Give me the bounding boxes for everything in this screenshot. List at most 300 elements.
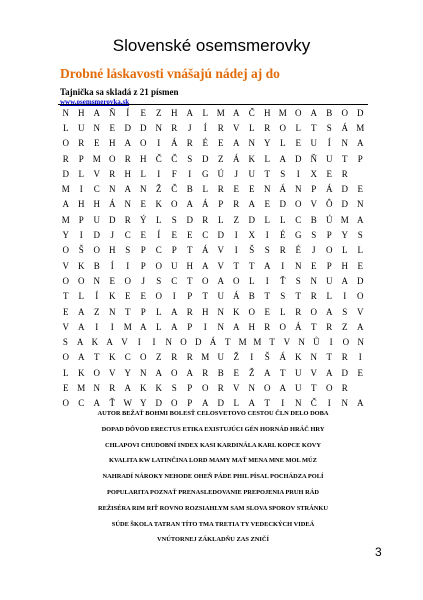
grid-cell: X (310, 168, 317, 179)
grid-cell: Z (218, 153, 224, 164)
grid-cell: B (186, 184, 193, 195)
grid-cell: A (124, 138, 131, 149)
grid-cell: R (217, 122, 224, 133)
secret-hint: Tajnička sa skladá z 21 písmen (60, 87, 179, 97)
grid-cell: R (109, 382, 116, 393)
grid-cell: Š (249, 245, 255, 256)
grid-cell: H (109, 245, 116, 256)
grid-cell: L (156, 321, 162, 332)
grid-row (58, 227, 368, 242)
grid-cell: I (79, 230, 83, 241)
grid-cell: K (295, 352, 302, 363)
grid-cell: M (216, 107, 225, 118)
grid-cell: S (125, 245, 131, 256)
grid-cell: N (248, 138, 255, 149)
grid-cell: O (180, 337, 187, 348)
grid-cell: A (78, 321, 85, 332)
grid-cell: C (124, 352, 131, 363)
grid-cell: Y (140, 398, 147, 409)
grid-cell: T (326, 352, 332, 363)
page-number: 3 (375, 545, 382, 559)
grid-cell: T (311, 321, 317, 332)
grid-cell: H (186, 260, 193, 271)
grid-cell: Á (279, 352, 286, 363)
grid-cell: I (234, 245, 238, 256)
grid-cell: C (202, 230, 209, 241)
grid-cell: M (123, 321, 132, 332)
grid-cell: Y (264, 138, 271, 149)
grid-cell: A (233, 107, 240, 118)
grid-row (58, 380, 368, 395)
grid-cell: O (140, 352, 147, 363)
grid-cell: O (62, 245, 69, 256)
grid-cell: V (93, 168, 100, 179)
grid-cell: T (233, 260, 239, 271)
word-list-line: SÚDE ŠKOLA TATRAN TÍTO TMA TRETIA TY VEDECKÝCH VIDEÁ (111, 520, 315, 528)
puzzle-subtitle: Drobné láskavosti vnášajú nádej aj do (60, 66, 280, 81)
word-list-line: KVALITA KW LATINČINA LORD MAMY MAŤ MENA MNE MOL MÚZ (109, 457, 317, 465)
grid-cell: A (310, 107, 317, 118)
grid-cell: N (248, 382, 255, 393)
grid-cell: N (62, 107, 69, 118)
grid-cell: Á (209, 337, 217, 348)
grid-cell: O (78, 275, 85, 286)
grid-cell: N (109, 306, 116, 317)
grid-cell: K (233, 306, 240, 317)
grid-cell: N (310, 275, 317, 286)
grid-cell: D (341, 199, 348, 210)
grid-cell: Ô (326, 199, 333, 210)
grid-cell: L (264, 214, 270, 225)
grid-cell: E (109, 122, 115, 133)
grid-cell: V (310, 367, 317, 378)
grid-cell: K (140, 382, 147, 393)
grid-cell: D (109, 214, 116, 225)
grid-cell: A (248, 398, 255, 409)
grid-cell: D (357, 107, 364, 118)
grid-cell: E (187, 230, 193, 241)
grid-cell: Z (156, 107, 162, 118)
grid-cell: E (140, 199, 146, 210)
grid-cell: L (280, 214, 286, 225)
grid-cell: Ž (249, 367, 255, 378)
grid-cell: J (311, 245, 316, 256)
grid-cell: D (248, 214, 255, 225)
grid-cell: M (61, 214, 70, 225)
grid-cell: N (357, 199, 364, 210)
grid-cell: R (341, 352, 348, 363)
grid-cell: D (217, 230, 224, 241)
grid-cell: U (295, 367, 302, 378)
grid-cell: N (155, 122, 162, 133)
grid-cell: H (78, 107, 85, 118)
grid-cell: I (203, 321, 207, 332)
grid-cell: S (357, 230, 363, 241)
grid-cell: T (311, 122, 317, 133)
grid-cell: T (264, 168, 270, 179)
grid-cell: A (124, 184, 131, 195)
grid-cell: M (356, 122, 365, 133)
grid-cell: D (279, 199, 286, 210)
grid-row (58, 273, 368, 288)
grid-cell: L (63, 122, 69, 133)
grid-cell: O (62, 275, 69, 286)
grid-cell: O (171, 367, 178, 378)
grid-cell: Z (342, 321, 348, 332)
grid-cell: B (326, 107, 333, 118)
grid-cell: E (218, 138, 224, 149)
grid-cell: R (202, 214, 209, 225)
grid-cell: V (283, 337, 291, 348)
grid-cell: L (156, 306, 162, 317)
grid-cell: C (124, 230, 131, 241)
grid-cell: T (280, 367, 286, 378)
grid-cell: L (249, 122, 255, 133)
grid-cell: N (357, 337, 364, 348)
grid-cell: N (341, 398, 348, 409)
grid-cell: O (62, 398, 69, 409)
grid-cell: S (62, 337, 68, 348)
grid-cell: R (124, 214, 131, 225)
grid-cell: R (279, 245, 286, 256)
grid-cell: S (280, 168, 286, 179)
grid-cell: D (202, 153, 209, 164)
grid-cell: Í (95, 291, 99, 302)
grid-cell: T (187, 275, 193, 286)
grid-row (58, 319, 368, 334)
grid-cell: O (357, 291, 364, 302)
grid-cell: Á (109, 199, 116, 210)
grid-cell: L (280, 138, 286, 149)
grid-cell: I (327, 398, 331, 409)
grid-row (58, 120, 368, 135)
grid-row (58, 350, 368, 365)
grid-cell: J (110, 230, 114, 241)
grid-cell: P (326, 260, 332, 271)
grid-cell: L (202, 107, 208, 118)
grid-cell: O (264, 382, 271, 393)
grid-cell: J (141, 275, 145, 286)
grid-cell: O (279, 321, 286, 332)
grid-row (58, 105, 368, 120)
grid-cell: E (125, 291, 131, 302)
grid-cell: V (109, 367, 116, 378)
grid-cell: A (264, 260, 271, 271)
grid-cell: R (341, 168, 348, 179)
grid-cell: N (217, 306, 224, 317)
grid-cell: N (93, 275, 100, 286)
grid-cell: R (109, 168, 116, 179)
grid-cell: I (188, 168, 192, 179)
grid-cell: L (218, 214, 224, 225)
grid-cell: E (264, 306, 270, 317)
grid-cell: Ž (156, 184, 162, 195)
grid-cell: T (311, 382, 317, 393)
grid-cell: I (152, 337, 156, 348)
grid-cell: I (234, 230, 238, 241)
grid-cell: N (298, 337, 305, 348)
grid-cell: O (295, 199, 302, 210)
word-list-line: REŽISÉRA RIM RIŤ ROVNO ROZSIAHLYM SAM SLOVA SPOROV STRÁNKU (98, 504, 328, 512)
grid-cell: V (357, 306, 364, 317)
grid-cell: Ž (233, 352, 239, 363)
page-title: Slovenské osemsmerovky (112, 36, 311, 55)
grid-cell: A (93, 107, 100, 118)
word-list-line: NAHRADÍ NÁROKY NEHODE OHEŇ PÁDE PHIL PÍSAL POCHÁDZA POLÍ (102, 473, 324, 481)
grid-cell: T (225, 337, 231, 348)
grid-cell: O (342, 337, 350, 348)
grid-cell: Č (248, 107, 255, 118)
grid-cell: D (93, 230, 100, 241)
grid-cell: D (357, 275, 364, 286)
grid-cell: É (280, 230, 286, 241)
grid-cell: U (310, 138, 317, 149)
grid-cell: C (93, 184, 100, 195)
grid-cell: L (233, 398, 239, 409)
grid-cell: A (357, 214, 364, 225)
grid-cell: U (326, 275, 333, 286)
grid-cell: N (295, 184, 302, 195)
grid-cell: Í (327, 138, 331, 149)
grid-cell: Y (124, 367, 131, 378)
grid-cell: H (140, 153, 147, 164)
grid-cell: R (264, 321, 271, 332)
grid-cell: C (295, 214, 302, 225)
grid-cell: P (218, 199, 224, 210)
grid-cell: D (195, 337, 202, 348)
grid-cell: O (124, 275, 131, 286)
grid-cell: C (78, 398, 85, 409)
grid-cell: M (201, 352, 210, 363)
grid-cell: O (93, 245, 100, 256)
grid-cell: A (78, 306, 85, 317)
grid-cell: N (93, 382, 100, 393)
grid-cell: S (156, 275, 162, 286)
grid-cell: D (62, 168, 69, 179)
grid-cell: Č (155, 153, 162, 164)
grid-cell: T (94, 352, 100, 363)
grid-cell: O (248, 306, 255, 317)
grid-cell: O (279, 122, 286, 133)
grid-cell: L (156, 214, 162, 225)
grid-cell: I (157, 168, 161, 179)
grid-cell: O (140, 138, 147, 149)
grid-cell: E (140, 291, 146, 302)
grid-cell: Á (279, 184, 286, 195)
letter-grid (58, 104, 368, 411)
grid-cell: I (110, 321, 114, 332)
grid-cell: A (106, 337, 113, 348)
grid-cell: H (264, 107, 271, 118)
word-list-line: VNÚTORNEJ ZÁKLADŇU ZAS ZNIČÍ (157, 536, 269, 544)
grid-cell: S (342, 306, 348, 317)
grid-cell: V (62, 260, 69, 271)
grid-cell: M (278, 107, 287, 118)
grid-cell: I (157, 138, 161, 149)
grid-cell: P (187, 398, 193, 409)
grid-cell: H (124, 168, 131, 179)
grid-cell: T (125, 306, 131, 317)
grid-row (58, 151, 368, 166)
grid-cell: O (171, 199, 178, 210)
grid-cell: P (326, 230, 332, 241)
grid-cell: D (124, 122, 131, 133)
grid-cell: O (62, 352, 69, 363)
grid-cell: U (93, 214, 100, 225)
grid-row (58, 243, 368, 258)
grid-cell: I (250, 352, 254, 363)
grid-cell: O (62, 138, 69, 149)
grid-cell: Í (203, 122, 207, 133)
grid-cell: D (295, 153, 302, 164)
grid-cell: L (280, 306, 286, 317)
grid-cell: I (95, 321, 99, 332)
grid-row (58, 181, 368, 196)
grid-cell: R (171, 122, 178, 133)
grid-cell: Á (233, 153, 240, 164)
grid-cell: Ň (109, 107, 116, 118)
grid-cell: T (264, 398, 270, 409)
grid-cell: P (187, 382, 193, 393)
grid-cell: K (109, 291, 116, 302)
grid-cell: Z (233, 214, 239, 225)
grid-cell: É (295, 245, 301, 256)
grid-cell: M (92, 153, 101, 164)
grid-row (58, 365, 368, 380)
grid-cell: K (91, 337, 99, 348)
grid-cell: E (109, 275, 115, 286)
grid-cell: Á (326, 184, 333, 195)
grid-cell: O (171, 398, 178, 409)
grid-cell: T (264, 291, 270, 302)
grid-cell: K (155, 382, 162, 393)
grid-cell: X (248, 230, 255, 241)
grid-cell: I (358, 352, 362, 363)
grid-cell: Í (157, 230, 161, 241)
grid-cell: L (326, 291, 332, 302)
grid-cell: A (341, 275, 348, 286)
grid-cell: H (78, 199, 85, 210)
grid-cell: T (249, 260, 255, 271)
grid-cell: A (357, 321, 364, 332)
grid-cell: A (155, 367, 162, 378)
grid-cell: U (217, 291, 224, 302)
grid-cell: O (155, 260, 162, 271)
word-list-line: DOPAD DÔVOD ERECTUS ETIKA EXISTUJÚCI GÉN HORNÁD HRÁČ HRY (101, 425, 325, 433)
grid-cell: Y (62, 230, 69, 241)
grid-cell: Č (310, 398, 317, 409)
grid-cell: Í (110, 260, 114, 271)
grid-cell: E (295, 138, 301, 149)
grid-cell: S (171, 214, 177, 225)
grid-cell: Ť (109, 398, 115, 409)
grid-cell: Á (341, 122, 348, 133)
grid-cell: N (124, 199, 131, 210)
grid-cell: U (78, 122, 85, 133)
grid-cell: Ů (313, 337, 320, 348)
grid-cell: C (171, 275, 178, 286)
grid-cell: P (357, 153, 363, 164)
grid-cell: Š (264, 352, 270, 363)
grid-cell: T (342, 153, 348, 164)
grid-cell: U (248, 168, 255, 179)
grid-cell: A (264, 367, 271, 378)
grid-cell: T (295, 291, 301, 302)
grid-cell: S (295, 275, 301, 286)
grid-cell: Á (233, 291, 240, 302)
grid-cell: Z (94, 306, 100, 317)
grid-cell: O (202, 382, 209, 393)
grid-cell: K (78, 367, 85, 378)
grid-cell: L (63, 367, 69, 378)
grid-cell: I (296, 168, 300, 179)
grid-cell: E (326, 168, 332, 179)
grid-cell: V (217, 245, 224, 256)
grid-cell: U (295, 382, 302, 393)
grid-cell: B (217, 367, 224, 378)
grid-cell: H (171, 107, 178, 118)
grid-cell: B (310, 214, 317, 225)
grid-cell: R (202, 367, 209, 378)
grid-cell: I (329, 337, 333, 348)
grid-cell: A (62, 199, 69, 210)
grid-cell: R (78, 138, 85, 149)
grid-cell: M (253, 337, 262, 348)
grid-cell: E (311, 260, 317, 271)
grid-cell: N (140, 184, 147, 195)
grid-cell: Ý (140, 214, 147, 225)
grid-cell: P (187, 321, 193, 332)
grid-cell: K (248, 153, 255, 164)
grid-cell: B (93, 260, 100, 271)
grid-cell: O (233, 275, 240, 286)
website-link[interactable]: www.osemsmerovka.sk (60, 98, 130, 106)
grid-cell: I (172, 291, 176, 302)
grid-cell: E (171, 230, 177, 241)
grid-cell: P (140, 306, 146, 317)
grid-cell: L (295, 122, 301, 133)
grid-cell: S (280, 291, 286, 302)
grid-cell: D (341, 184, 348, 195)
grid-cell: P (171, 245, 177, 256)
grid-cell: A (186, 107, 193, 118)
grid-cell: L (78, 291, 84, 302)
grid-cell: E (233, 184, 239, 195)
grid-row (58, 166, 368, 181)
grid-cell: A (171, 306, 178, 317)
grid-cell: P (311, 184, 317, 195)
grid-cell: A (202, 260, 209, 271)
grid-cell: D (140, 122, 147, 133)
grid-cell: I (265, 230, 269, 241)
grid-cell: D (186, 214, 193, 225)
grid-cell: E (63, 306, 69, 317)
grid-cell: I (126, 260, 130, 271)
grid-cell: Á (171, 138, 178, 149)
grid-cell: T (269, 337, 275, 348)
grid-cell: N (165, 337, 172, 348)
grid-cell: Č (171, 184, 178, 195)
grid-cell: H (93, 199, 100, 210)
grid-cell: I (343, 291, 347, 302)
grid-cell: A (326, 367, 333, 378)
grid-cell: H (341, 260, 348, 271)
grid-cell: Ú (326, 214, 333, 225)
grid-cell: S (171, 382, 177, 393)
grid-cell: O (202, 275, 209, 286)
grid-cell: A (217, 275, 224, 286)
grid-cell: K (155, 199, 162, 210)
